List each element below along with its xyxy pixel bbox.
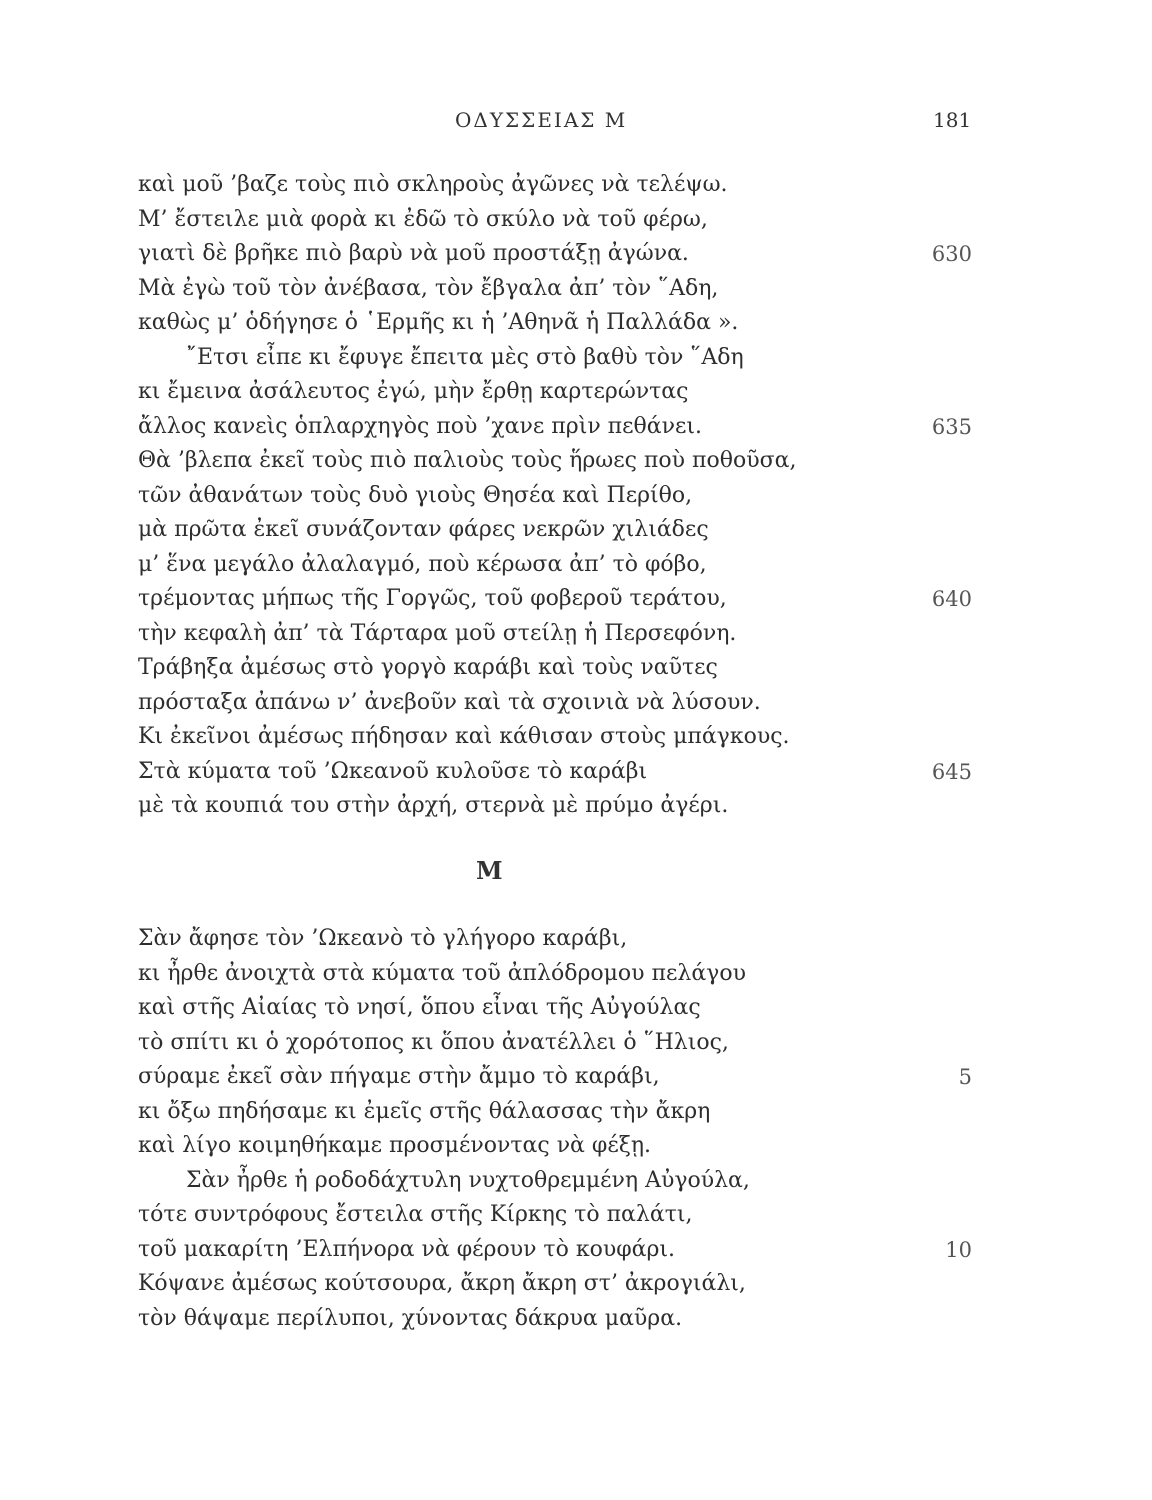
- verse-text: Κι ἐκεῖνοι ἀμέσως πήδησαν καὶ κάθισαν στοὺς μπάγκους.: [138, 724, 790, 749]
- line-number: 5: [958, 1065, 972, 1089]
- verse-line: [0, 272, 1152, 307]
- verse-text: τῶν ἀθανάτων τοὺς δυὸ γιοὺς Θησέα καὶ Περίθο,: [138, 482, 693, 508]
- verse-line: [0, 1267, 1152, 1302]
- verse-text: τὸ σπίτι κι ὁ χορότοπος κι ὅπου ἀνατέλλει ὁ ῞Ηλιος,: [138, 1029, 729, 1055]
- book-heading-letter: Μ: [476, 856, 503, 885]
- verse-text: πρόσταξα ἀπάνω ν’ ἀνεβοῦν καὶ τὰ σχοινιὰ νὰ λύσουν.: [138, 689, 761, 715]
- verse-text: Στὰ κύματα τοῦ ’Ωκεανοῦ κυλοῦσε τὸ καράβι: [138, 758, 648, 784]
- verse-line: [0, 686, 1152, 721]
- verse-text: Τράβηξα ἀμέσως στὸ γοργὸ καράβι καὶ τοὺς ναῦτες: [138, 655, 718, 680]
- verse-line: [0, 306, 1152, 341]
- verse-text: μὰ πρῶτα ἐκεῖ συνάζονταν φάρες νεκρῶν χιλιάδες: [138, 517, 709, 542]
- verse-text: τότε συντρόφους ἔστειλα στῆς Κίρκης τὸ παλάτι,: [138, 1202, 693, 1227]
- verse-line: [0, 1302, 1152, 1337]
- page-number: 181: [933, 108, 972, 132]
- verse-text: κι ἔμεινα ἀσάλευτος ἐγώ, μὴν ἔρθῃ καρτερώντας: [138, 379, 689, 404]
- verse-line: [0, 1233, 1152, 1268]
- verse-line: [0, 922, 1152, 957]
- verse-line: [0, 617, 1152, 652]
- line-number: 645: [931, 759, 972, 784]
- verse-text: τὴν κεφαλὴ ἀπ’ τὰ Τάρταρα μοῦ στείλῃ ἡ Περσεφόνη.: [138, 620, 737, 646]
- verse-text: τρέμοντας μήπως τῆς Γοργῶς, τοῦ φοβεροῦ τεράτου,: [138, 586, 727, 611]
- running-title: ΟΔΥΣΣΕΙΑΣ Μ: [455, 108, 628, 132]
- running-head: [0, 108, 1152, 138]
- verse-text: γιατὶ δὲ βρῆκε πιὸ βαρὺ νὰ μοῦ προστάξῃ ἀγώνα.: [138, 241, 689, 266]
- verse-line: [0, 1164, 1152, 1199]
- verse-line: [0, 957, 1152, 992]
- verse-text: Μ’ ἔστειλε μιὰ φορὰ κι ἐδῶ τὸ σκύλο νὰ τοῦ φέρω,: [138, 206, 708, 232]
- verse-text: Κόψανε ἀμέσως κούτσουρα, ἄκρη ἄκρη στ’ ἀκρογιάλι,: [138, 1271, 746, 1296]
- verse-line: [0, 168, 1152, 203]
- verse-line: [0, 548, 1152, 583]
- verse-text: σύραμε ἐκεῖ σὰν πήγαμε στὴν ἄμμο τὸ καράβι,: [138, 1064, 660, 1089]
- line-number: 640: [931, 587, 972, 611]
- verse-text: τοῦ μακαρίτη ’Ελπήνορα νὰ φέρουν τὸ κουφάρι.: [138, 1236, 676, 1262]
- verse-line: [0, 341, 1152, 376]
- verse-line: [0, 1129, 1152, 1164]
- verse-text: μὲ τὰ κουπιά του στὴν ἀρχή, στερνὰ μὲ πρύμο ἀγέρι.: [138, 793, 729, 818]
- verse-block-end-of-book-11: [0, 168, 1152, 824]
- verse-text: Μὰ ἐγὼ τοῦ τὸν ἀνέβασα, τὸν ἔβγαλα ἀπ’ τὸν ῞Αδη,: [138, 275, 719, 301]
- verse-line: [0, 582, 1152, 617]
- verse-text: καὶ λίγο κοιμηθήκαμε προσμένοντας νὰ φέξῃ.: [138, 1133, 652, 1158]
- verse-line: [0, 789, 1152, 824]
- verse-line: [0, 755, 1152, 790]
- verse-line: [0, 651, 1152, 686]
- verse-line: [0, 203, 1152, 238]
- line-number: 635: [931, 414, 972, 439]
- verse-text: καὶ στῆς Αἰαίας τὸ νησί, ὅπου εἶναι τῆς Αὐγούλας: [138, 995, 701, 1020]
- verse-text: ῎Ετσι εἶπε κι ἔφυγε ἔπειτα μὲς στὸ βαθὺ τὸν ῞Αδη: [186, 344, 744, 370]
- verse-line: [0, 444, 1152, 479]
- verse-block-book-12: [0, 922, 1152, 1336]
- verse-line: [0, 479, 1152, 514]
- verse-text: καὶ μοῦ ’βαζε τοὺς πιὸ σκληροὺς ἀγῶνες νὰ τελέψω.: [138, 172, 728, 197]
- verse-line: [0, 1026, 1152, 1061]
- verse-text: Σὰν ἄφησε τὸν ’Ωκεανὸ τὸ γλήγορο καράβι,: [138, 926, 628, 951]
- verse-text: κι ὄξω πηδήσαμε κι ἐμεῖς στῆς θάλασσας τὴν ἄκρη: [138, 1098, 711, 1124]
- verse-line: [0, 1198, 1152, 1233]
- verse-text: Σὰν ἦρθε ἡ ροδοδάχτυλη νυχτοθρεμμένη Αὐγούλα,: [186, 1167, 750, 1193]
- verse-line: [0, 410, 1152, 445]
- line-number: 10: [945, 1237, 972, 1262]
- verse-line: [0, 720, 1152, 755]
- verse-text: καθὼς μ’ ὁδήγησε ὁ ῾Ερμῆς κι ἡ ’Αθηνᾶ ἡ Παλλάδα ».: [138, 310, 739, 335]
- verse-text: μ’ ἕνα μεγάλο ἀλαλαγμό, ποὺ κέρωσα ἀπ’ τὸ φόβο,: [138, 551, 707, 577]
- verse-text: Θὰ ’βλεπα ἐκεῖ τοὺς πιὸ παλιοὺς τοὺς ἥρωες ποὺ ποθοῦσα,: [138, 448, 797, 473]
- verse-line: [0, 1060, 1152, 1095]
- verse-line: [0, 991, 1152, 1026]
- verse-line: [0, 237, 1152, 272]
- verse-line: [0, 513, 1152, 548]
- verse-text: τὸν θάψαμε περίλυποι, χύνοντας δάκρυα μαῦρα.: [138, 1305, 683, 1331]
- verse-text: κι ἦρθε ἀνοιχτὰ στὰ κύματα τοῦ ἀπλόδρομου πελάγου: [138, 960, 746, 986]
- verse-line: [0, 375, 1152, 410]
- verse-line: [0, 1095, 1152, 1130]
- verse-text: ἄλλος κανεὶς ὁπλαρχηγὸς ποὺ ’χανε πρὶν πεθάνει.: [138, 413, 703, 439]
- line-number: 630: [931, 242, 972, 266]
